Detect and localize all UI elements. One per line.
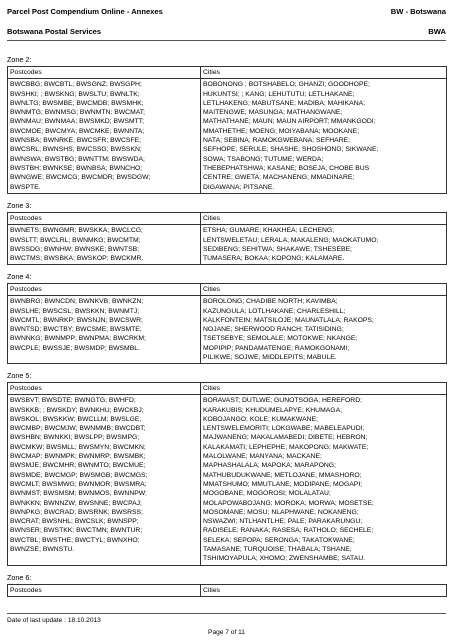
table-header-row xyxy=(8,383,447,395)
footer-divider xyxy=(7,613,446,614)
postcodes-header: Postcodes xyxy=(8,585,201,597)
cities-header: Cities xyxy=(201,67,447,79)
zone-title: Zone 2: xyxy=(7,55,32,64)
postcodes-header: Postcodes xyxy=(8,383,201,395)
postcodes-cell: BWNBRG; BWNCDN; BWNKVB; BWNKZN; BWSLHE; BWSCSL; BWSKKN; BWNMTJ; BWCMTL; BWNRKP; BWSNJN; BWCSWR; BWNTSD; BWCTBY; BWCSME; BWSMTE; BWNNKG; BWNMPP; BWNPMA; BWCRKM; BWCPLE; BWSSJE; BWSMDP; BWSMBL. xyxy=(8,296,201,364)
postcodes-cell: BWSBVT; BWSDTE; BWNGTG; BWHFD; BWSKKB; ; BWSKDY; BWNKHU; BWCKBJ; BWSKOL; BWSKKW; BWCLLM; BWSLGE; BWCMBP; BWCMJW; BWNMMB; BWCDBT; BWSHBN; BWNKKI; BWSLPP; BWSMPG; BWCMKW; BWSMLL; BWSMYN; BWCMKN; BWCMAP; BWNMPK; BWNMRP; BWSMBK; BWSMJE; BWCMHR; BWNMTO; BWCMUE; BWSMDE; BWCMGP; BWSMGB; BWCMGS; BWCMLT; BWSMWG; BWNMOR; BWSMRA; BWNMST; BWSMSM; BWNMOS; BWNNPW; BWNKKN; BWNNZW; BWSNNE; BWCPAJ; BWNPKG; BWCRAD; BWSRNK; BWSRSS; BWCRAT; BWSNHL; BWCSLK; BWNSPP; BWNSER; BWSTKK; BWCTMN; BWNTUR; BWCTBL; BWSTHE; BWCTYL; BWNXHO; BWNZSE; BWNSTU. xyxy=(8,395,201,565)
zone-title: Zone 6: xyxy=(7,573,32,582)
table-row xyxy=(8,296,447,364)
header-country: BW - Botswana xyxy=(390,7,446,16)
header-operator: Botswana Postal Services xyxy=(7,27,102,36)
cities-header: Cities xyxy=(201,585,447,597)
table-row xyxy=(8,395,447,565)
header-title: Parcel Post Compendium Online - Annexes xyxy=(7,7,163,16)
cities-cell: BOROLONG; CHADIBE NORTH; KAVIMBA; KAZUNGULA; LOTLHAKANE; CHARLESHILL; KALKFONTEIN; MATSILOJE; MAUNATLALA; RAKOPS; NOJANE; SHERWOOD RANCH; TATISIDING; TSETSEBYE; SEMOLALE; MOTOKWE; NKANGE; MOPIPIP; PANDAMATENGE; RAMOKGONAMI; PILIKWE; SOJWE; MIDDLEPITS; MABULE. xyxy=(201,296,447,364)
zone-table xyxy=(7,283,447,364)
cities-header: Cities xyxy=(201,383,447,395)
postcodes-header: Postcodes xyxy=(8,213,201,225)
zone-table xyxy=(7,584,447,597)
table-header-row xyxy=(8,585,447,597)
header-divider xyxy=(7,40,446,41)
zone-table xyxy=(7,212,447,265)
cities-header: Cities xyxy=(201,284,447,296)
last-update-date: Date of last update : 18.10.2013 xyxy=(7,617,101,624)
zone-title: Zone 4: xyxy=(7,272,32,281)
zone-table xyxy=(7,66,447,194)
table-row xyxy=(8,79,447,194)
postcodes-header: Postcodes xyxy=(8,284,201,296)
table-header-row xyxy=(8,284,447,296)
cities-cell: ETSHA; GUMARE; KHAKHEA; LECHENG; LENTSWELETAU; LERALA; MAKALENG; MAOKATUMO; SEDIBENG; SEHITWA; SHAKAWE; TSHESEBE; TUMASERA; BOKAA; KOPONG; KALAMARE. xyxy=(201,225,447,265)
zone-title: Zone 5: xyxy=(7,371,32,380)
postcodes-header: Postcodes xyxy=(8,67,201,79)
zone-table xyxy=(7,382,447,566)
page-number: Page 7 of 11 xyxy=(208,629,245,636)
postcodes-cell: BWNETS; BWNGMR; BWSKKA; BWCLCG; BWSLTT; BWCLRL; BWNMKG; BWCMTM; BWSSDG; BWNHW; BWNSKE; BWNTSB; BWCTMS; BWSBKA; BWSKOP; BWCKMR. xyxy=(8,225,201,265)
postcodes-cell: BWCBBG; BWCBTL; BWSGNZ; BWSGPH; BWSHKI; ; BWSKNG; BWSLTU; BWNLTK; BWNLTG; BWSMBE; BWCMDB; BWSMHK; BWNMTG; BWNMSG; BWNMTN; BWCMAT; BWNMAU; BWNMAA; BWSMKD; BWSMTT; BWCMOE; BWCMYA; BWCMKE; BWNNTA; BWNSBA; BWNRKE; BWCSFR; BWCSFE; BWCSRL; BWNSHS; BWCSSG; BWSSKN; BWNSWA; BWSTBG; BWNTTM; BWSWDA; BWSTBH; BWNKSE; BWNBSA; BWNCHO; BWNGWE; BWCMCG; BWCMDR; BWSDGW; BWSPTE. xyxy=(8,79,201,194)
zone-title: Zone 3: xyxy=(7,201,32,210)
table-header-row xyxy=(8,213,447,225)
cities-cell: BORAVAST; DUTLWE; GUNOTSOGA; HEREFORD; KARAKUBIS; KHUDUMELAPYE; KHUMAGA; KOBOJANGO; KOLE; KUMAKWANE; LENTSWELEMORITI; LOKGWABE; MABELEAPUDI; MAJWANENG; MAKALAMABEDI; DIBETE; HEBRON; KALAKAMATI; LEPHEPHE; MAKOPONG; MAKWATE; MALOLWANE; MANYANA; MACKANE; MAPHASHALALA; MAPOKA; MARAPONG; MATHUBUDUKWANE; METLOJANE; MMASHORO; MMATSHUMO; MMUTLANE; MODIPANE; MOGAPI; MOGOBANE; MOGOROSI; MOLALATAU; MOLAPOWABOJANG; MOROKA; MORWA; MOSETSE; MOSOMANE; MOSU; NLAPHWANE; NOKANENG; NSWAZWI; NTLHANTLHE; PALE; PARAKARUNGU; RADISELE; RANAKA; RASESA; RATHOLO; SECHELE; SELEKA; SEPOPA; SERONGA; TAKATOKWANE; TAMASANE; TURQUOISE; THABALA; TSHANE; TSHIMOYAPULA; XHOMO; ZWENSHAMBE; SATAU. xyxy=(201,395,447,565)
cities-header: Cities xyxy=(201,213,447,225)
header-code: BWA xyxy=(428,27,446,36)
cities-cell: BOBONONG ; BOTSHABELO; GHANZI; GOODHOPE; HUKUNTSI; ; KANG; LEHUTUTU; LETLHAKANE; LETLHAKENG; MABUTSANE; MADIBA; MAHIKANA; MAITENGWE; MASUNGA; MATHANGWANE; MATHATHANE; MAUN; MAUN AIRPORT; MMANKGODI; MMATHETHE; MOENG; MOIYABANA; MOOKANE; NATA; SEBINA; RAMOKGWEBANA; SEFHARE; SEFHOPE; SERULE; SHASHE; SHOSHONG; SIKWANE; SOWA; TSABONG; TUTUME; WERDA; THEBEPHATSHWA; KASANE; BOSEJA; CHOBE BUS CENTRE; GWETA; MACHANENG; MMADINARE; DIGAWANA; PITSANE. xyxy=(201,79,447,194)
table-row xyxy=(8,225,447,265)
table-header-row xyxy=(8,67,447,79)
